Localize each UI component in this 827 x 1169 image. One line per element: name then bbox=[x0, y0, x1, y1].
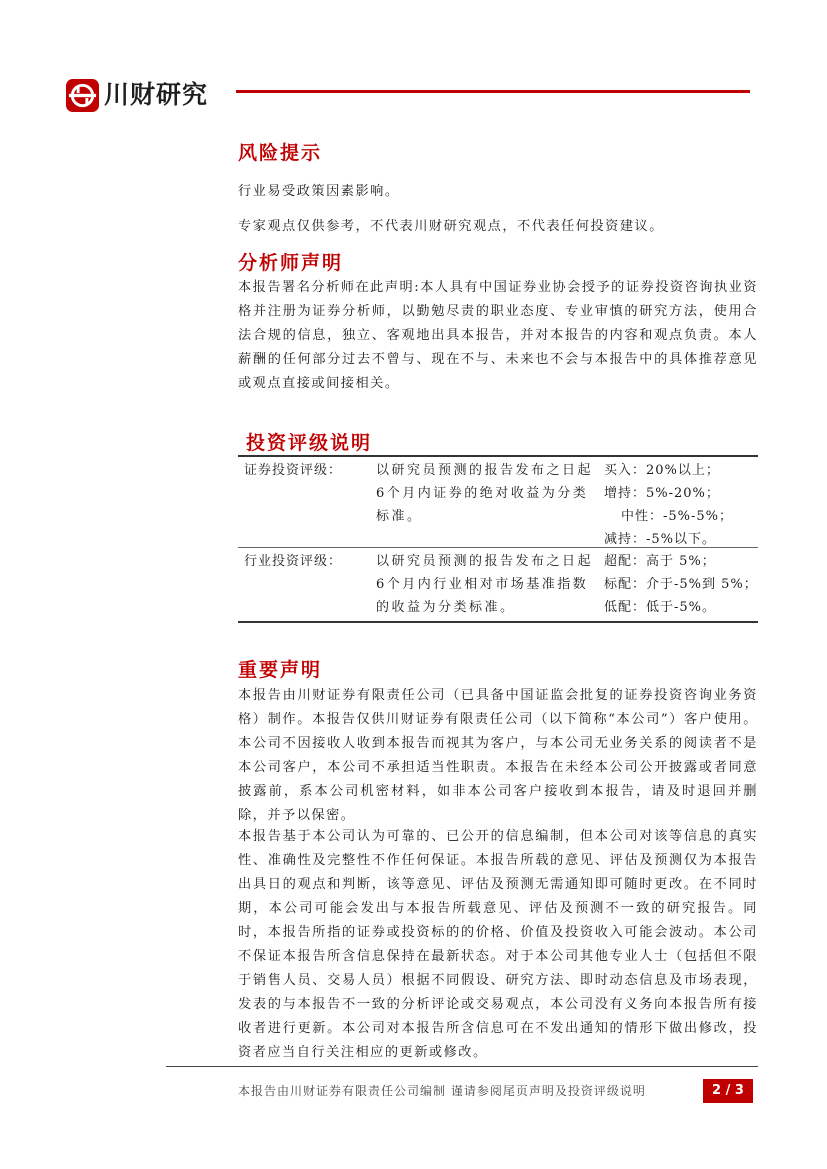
rating-level: 标配：介于-5%到 5%； bbox=[604, 577, 758, 592]
chuancai-logo-icon bbox=[66, 79, 99, 112]
page-number: 2 / 3 bbox=[703, 1079, 753, 1103]
risk-title: 风险提示 bbox=[238, 142, 323, 164]
logo-text: 川财研究 bbox=[104, 80, 209, 109]
rating-criteria: 以研究员预测的报告发布之日起6个月内证券的绝对收益为分类标准。 bbox=[376, 463, 594, 524]
disclaimer-paragraph: 本报告由川财证券有限责任公司（已具备中国证监会批复的证券投资咨询业务资格）制作。本报告仅供川财证券有限责任公司（以下简称“本公司”）客户使用。本公司不因接收人收到本报告而视其为客户，与本公司无业务关系的阅读者不是本公司客户，本公司不承担适当性职责。本报告在未经本公司公开披露或者同意披露前，系本公司机密材料，如非本公司客户接收到本报告，请及时退回并删除，并予以保密。 bbox=[238, 688, 758, 823]
rating-level: 超配：高于 5%； bbox=[604, 554, 716, 569]
rating-level: 增持：5%-20%； bbox=[604, 486, 720, 501]
rating-row-industry bbox=[238, 548, 758, 621]
analyst-text: 本报告署名分析师在此声明:本人具有中国证券业协会授予的证券投资咨询执业资格并注册为证券分析师，以勤勉尽责的职业态度、专业审慎的研究方法，使用合法合规的信息，独立、客观地出具本报告，并对本报告的内容和观点负责。本人薪酬的任何部分过去不曾与、现在不与、未来也不会与本报告中的具体推荐意见或观点直接或间接相关。 bbox=[238, 280, 759, 391]
disclaimer-title: 重要声明 bbox=[238, 659, 323, 681]
analyst-title: 分析师声明 bbox=[238, 252, 344, 274]
rating-levels bbox=[596, 457, 733, 547]
rating-table bbox=[238, 455, 758, 623]
rating-row-security bbox=[238, 457, 758, 547]
footer-rule bbox=[166, 1066, 758, 1067]
rating-level: 买入：20%以上； bbox=[604, 463, 720, 478]
header-rule bbox=[236, 90, 750, 93]
rating-level: 减持：-5%以下。 bbox=[604, 532, 717, 547]
rating-criteria: 以研究员预测的报告发布之日起6个月内行业相对市场基准指数的收益为分类标准。 bbox=[376, 554, 594, 615]
rating-title: 投资评级说明 bbox=[246, 432, 373, 454]
risk-line: 行业易受政策因素影响。 bbox=[238, 184, 400, 199]
rating-category: 行业投资评级： bbox=[244, 554, 343, 569]
disclaimer-paragraph: 本报告基于本公司认为可靠的、已公开的信息编制，但本公司对该等信息的真实性、准确性及完整性不作任何保证。本报告所载的意见、评估及预测仅为本报告出具日的观点和判断，该等意见、评估及预测无需通知即可随时更改。在不同时期，本公司可能会发出与本报告所载意见、评估及预测不一致的研究报告。同时，本报告所指的证券或投资标的的价格、价值及投资收入可能会波动。本公司不保证本报告所含信息保持在最新状态。对于本公司其他专业人士（包括但不限于销售人员、交易人员）根据不同假设、研究方法、即时动态信息及市场表现，发表的与本报告不一致的分析评论或交易观点，本公司没有义务向本报告所有接收者进行更新。本公司对本报告所含信息可在不发出通知的情形下做出修改，投资者应当自行关注相应的更新或修改。 bbox=[238, 829, 758, 1060]
risk-line: 专家观点仅供参考，不代表川财研究观点，不代表任何投资建议。 bbox=[238, 219, 664, 234]
table-rule bbox=[238, 621, 758, 623]
rating-category: 证券投资评级： bbox=[244, 463, 343, 478]
rating-level: 低配：低于-5%。 bbox=[604, 600, 717, 615]
footer-text: 本报告由川财证券有限责任公司编制 谨请参阅尾页声明及投资评级说明 bbox=[238, 1084, 646, 1098]
rating-level: 中性：-5%-5%； bbox=[621, 509, 734, 524]
company-logo bbox=[66, 78, 208, 112]
rating-levels bbox=[596, 548, 758, 621]
